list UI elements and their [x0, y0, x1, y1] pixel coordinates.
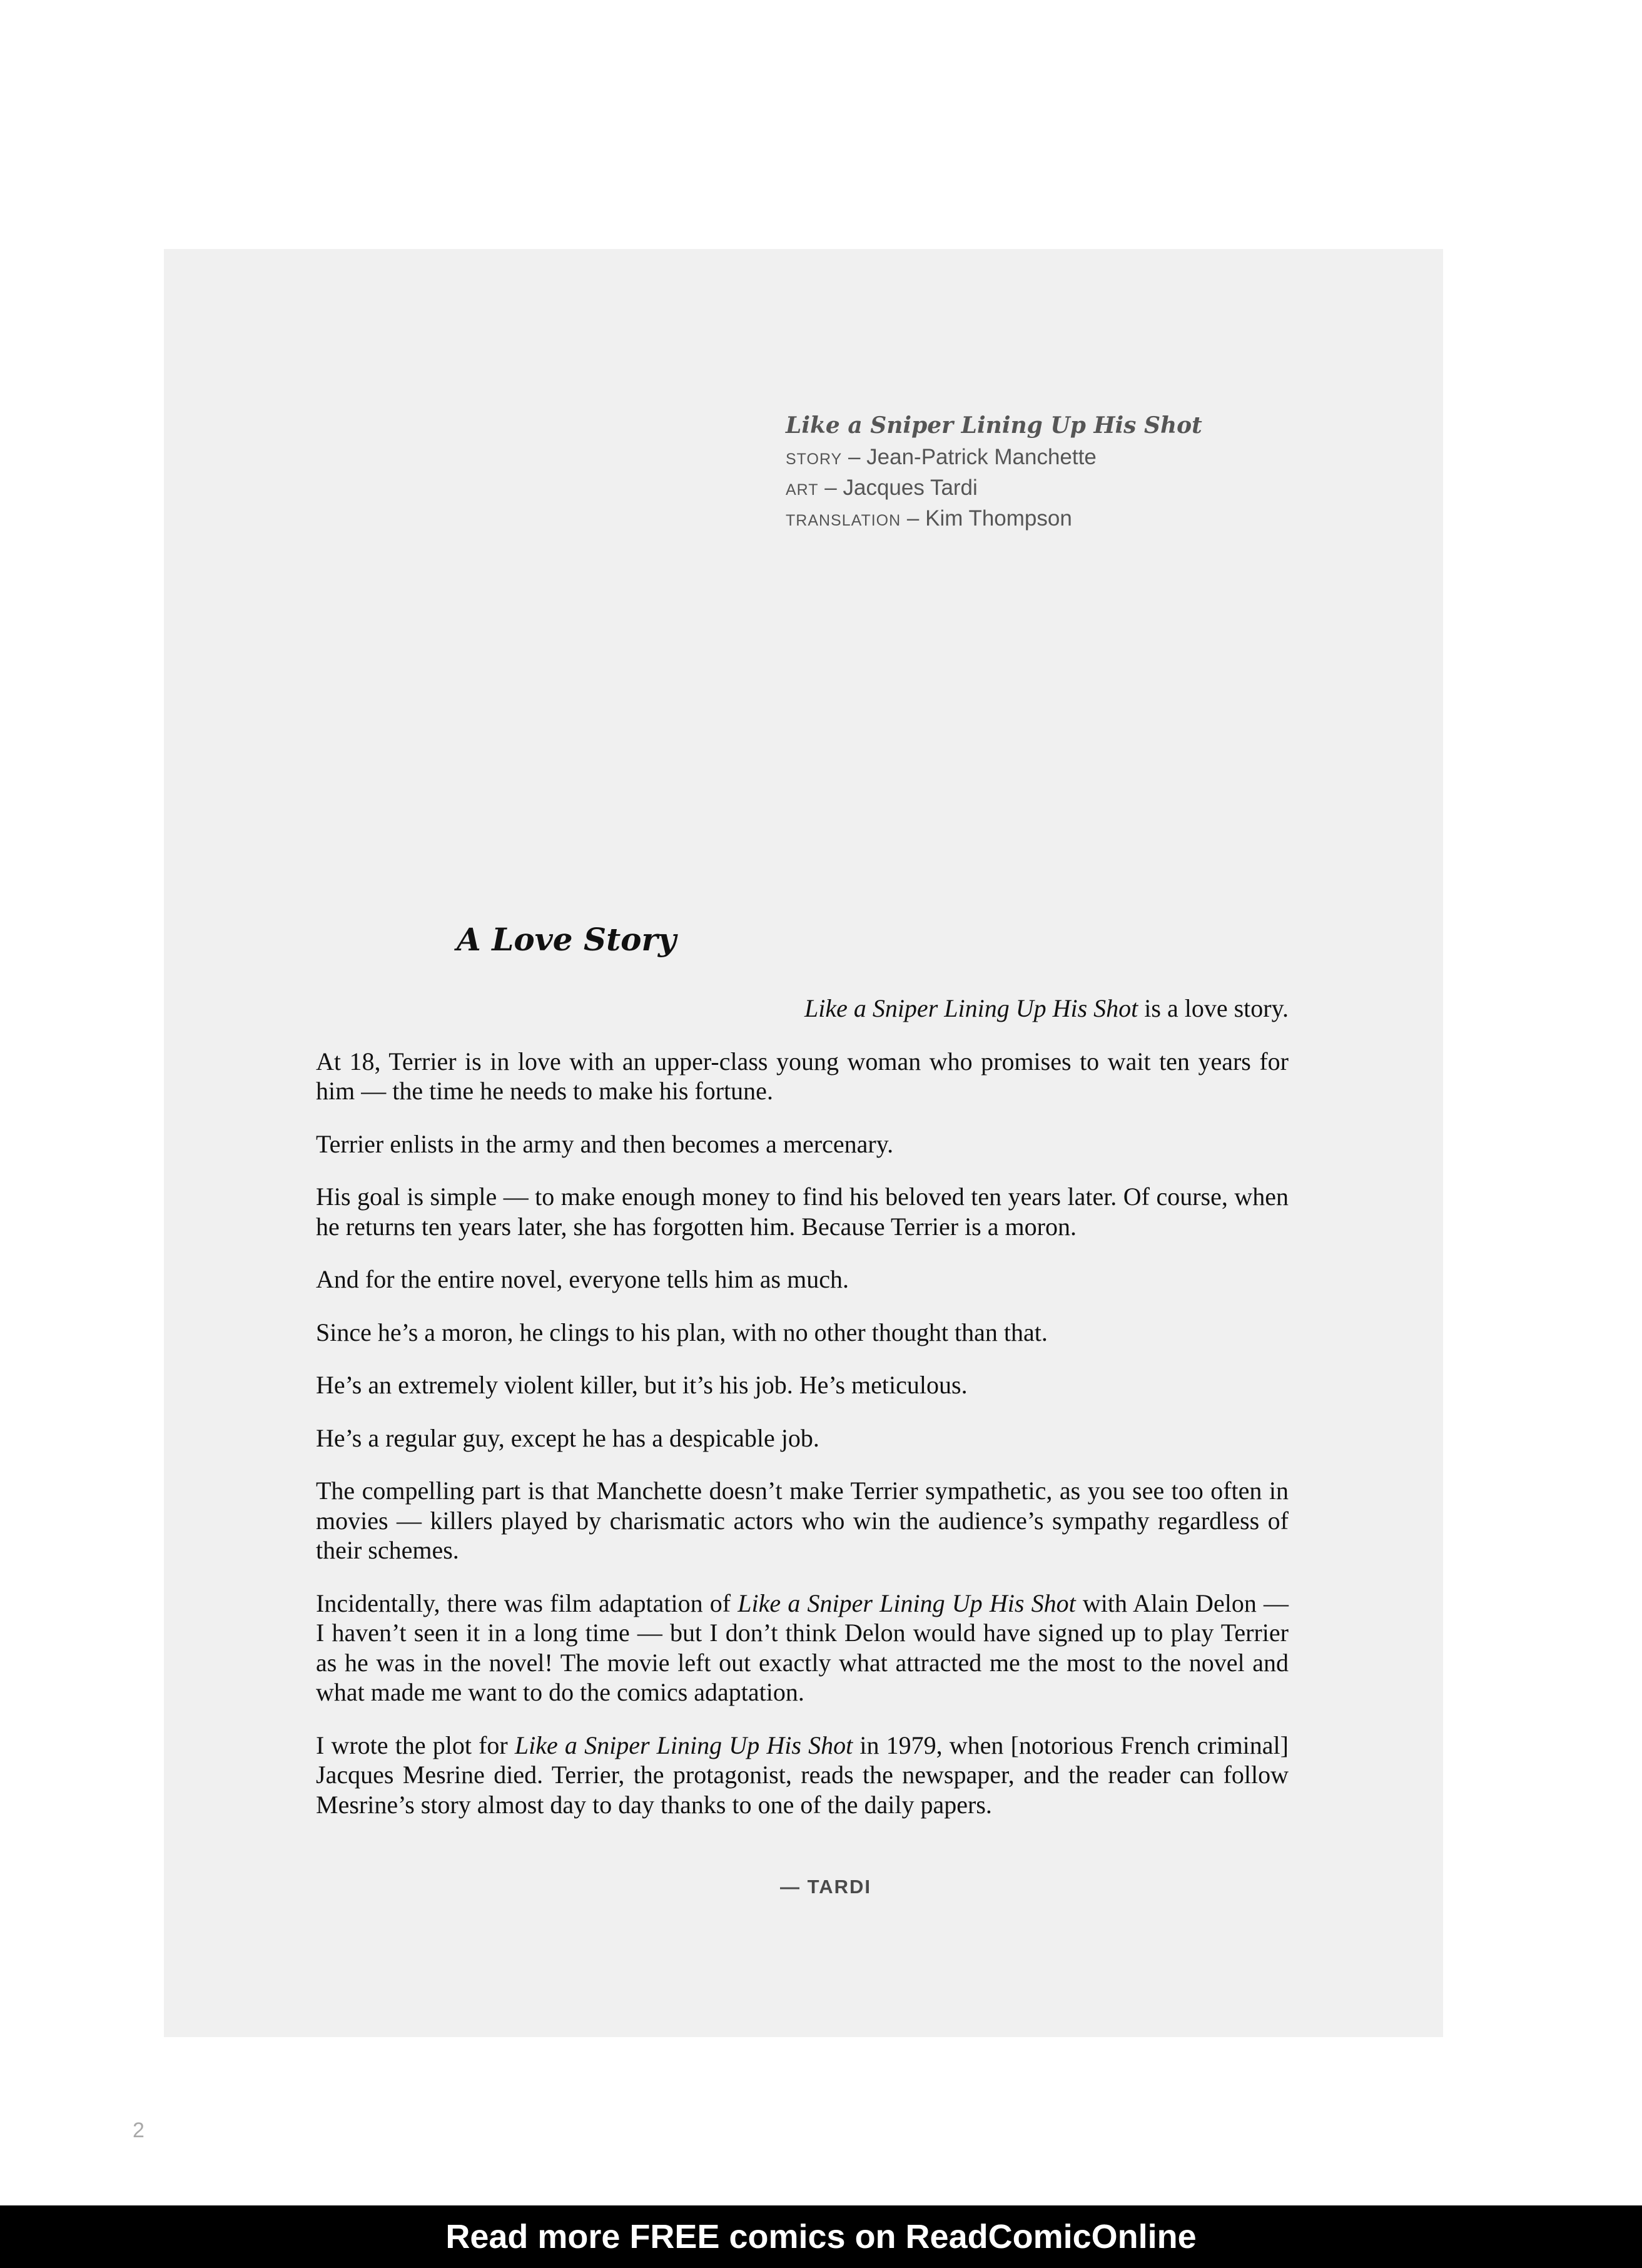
- credit-story-name: Jean-Patrick Manchette: [866, 445, 1097, 469]
- credit-art: [786, 474, 1349, 504]
- book-title: Like a Sniper Lining Up His Shot: [737, 1589, 1076, 1617]
- credit-story: [786, 443, 1349, 474]
- paragraph: He’s an extremely violent killer, but it’s his job. He’s meticulous.: [316, 1371, 968, 1399]
- paragraph: [316, 1731, 1289, 1820]
- paragraph: His goal is simple — to make enough money to find his beloved ten years later. Of course, when he returns ten years later, she has forgotten him. Because Terrier is a moron.: [316, 1182, 1289, 1241]
- paragraph-text: in 1979, when [notorious French criminal] Jacques Mesrine died. Terrier, the protagonist, reads the newspaper, and the reader can follow Mesrine’s story almost day to day thanks to one of the daily papers.: [316, 1731, 1289, 1819]
- paragraph-text: Incidentally, there was film adaptation of: [316, 1589, 738, 1617]
- paragraph-text: is a love story.: [1138, 994, 1289, 1022]
- paragraph-text: I wrote the plot for: [316, 1731, 515, 1759]
- book-title: Like a Sniper Lining Up His Shot: [804, 994, 1138, 1022]
- credit-separator: –: [842, 445, 867, 469]
- paragraph-text: with Alain Delon — I haven’t seen it in a long time — but I don’t think Delon would have signed up to play Terrier as he was in the novel! The movie left out exactly what attracted me the most to the novel and what made me want to do the comics adaptation.: [316, 1589, 1289, 1706]
- author-signature: — TARDI: [779, 1876, 872, 1898]
- credit-translation-role: TRANSLATION: [786, 512, 901, 529]
- credit-translation-name: Kim Thompson: [925, 506, 1072, 531]
- credit-separator: –: [818, 475, 843, 500]
- article-body: [316, 994, 1289, 1843]
- credits-block: [786, 408, 1349, 535]
- credits-title: Like a Sniper Lining Up His Shot: [786, 412, 1202, 439]
- credit-art-name: Jacques Tardi: [843, 475, 978, 500]
- credit-separator: –: [901, 506, 926, 531]
- paragraph: [316, 1589, 1289, 1707]
- paragraph: At 18, Terrier is in love with an upper-class young woman who promises to wait ten years for him — the time he needs to make his fortune.: [316, 1047, 1289, 1105]
- page-number: 2: [133, 2118, 144, 2142]
- credit-art-role: ART: [786, 481, 819, 499]
- paragraph: And for the entire novel, everyone tells him as much.: [316, 1265, 849, 1293]
- book-title: Like a Sniper Lining Up His Shot: [514, 1731, 853, 1759]
- paragraph: Terrier enlists in the army and then becomes a mercenary.: [316, 1129, 894, 1158]
- credit-story-role: STORY: [786, 450, 843, 468]
- promo-banner[interactable]: Read more FREE comics on ReadComicOnline: [0, 2205, 1642, 2268]
- paragraph: [316, 994, 1289, 1024]
- article-heading: A Love Story: [457, 921, 676, 958]
- paragraph: The compelling part is that Manchette doesn’t make Terrier sympathetic, as you see too often in movies — killers played by charismatic actors who win the audience’s sympathy regardless of their schemes.: [316, 1477, 1289, 1564]
- paragraph: He’s a regular guy, except he has a despicable job.: [316, 1423, 819, 1452]
- credit-translation: [786, 504, 1349, 535]
- paragraph: Since he’s a moron, he clings to his plan, with no other thought than that.: [316, 1318, 1048, 1346]
